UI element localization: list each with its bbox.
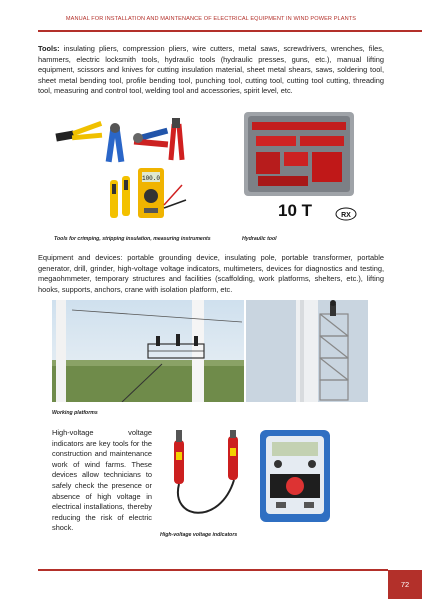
tools-paragraph	[38, 44, 384, 97]
figure2-caption: Working platforms	[52, 410, 98, 416]
indicator-paragraph: High-voltage voltage indicators are key tools for the construction and maintenance work of wind farms. These devices allow technicians to safely check the presence or absence of high voltage in electrical installations, thereby reducing the risk of electric shock.	[52, 428, 152, 533]
tools-lead: Tools:	[38, 44, 60, 53]
running-header: MANUAL FOR INSTALLATION AND MAINTENANCE OF ELECTRICAL EQUIPMENT IN WIND POWER PLANTS	[65, 16, 357, 22]
page-number: 72	[388, 570, 422, 599]
voltage-indicator-photo-1	[160, 430, 256, 528]
meter-reading: 100.0	[141, 175, 161, 182]
footer-rule	[38, 569, 388, 571]
tools-text: insulating pliers, compression pliers, wire cutters, metal saws, screwdrivers, wrenches, files, hammers, electric locksmith tools, hydraulic tools (hydraulic presses, guns, etc.), manual lifting equipment, scissors and knives for cutting insulation material, sheet metal shears, saws, soldering tool, sheet metal bending tool, profile bending tool, punching tool, cutting tool, cutting tool cutting, threading tool, measuring and control tool, welding tool and accessories, spirit level, etc.	[38, 44, 384, 96]
equipment-paragraph: Equipment and devices: portable grounding device, insulating pole, portable transformer, portable generator, drill, grinder, high-voltage voltage indicators, multimeters, devices for diagnostics and testing, megaohmmeter, temporary structures and facilities (scaffolding, work platforms, shelters, etc.), lifting hooks, supports, anchors, crane with isolation platform, etc.	[38, 253, 384, 294]
figure1-caption-right: Hydraulic tool	[242, 236, 277, 242]
voltage-indicator-photo-2	[256, 428, 334, 526]
hydraulic-tool-photo	[238, 110, 364, 228]
tools-photo	[52, 110, 194, 228]
working-platform-photo-2	[246, 300, 368, 402]
rx-badge: RX	[341, 212, 351, 219]
hydraulic-label: 10 T	[278, 201, 313, 220]
working-platform-photo-1	[52, 300, 244, 402]
figure1-caption-left: Tools for crimping, stripping insulation, measuring instruments	[54, 236, 211, 242]
figure3-caption: High-voltage voltage indicators	[160, 532, 238, 538]
header-rule	[38, 30, 422, 32]
